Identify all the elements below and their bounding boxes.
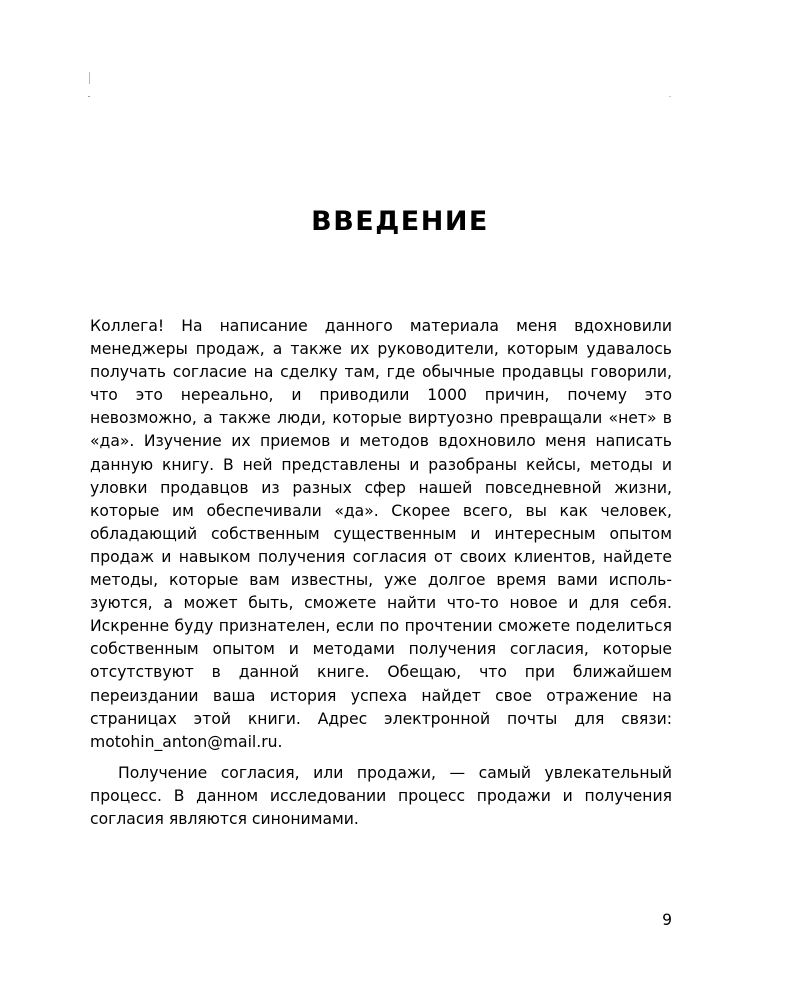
crop-mark-left xyxy=(89,72,90,84)
crop-dot-right xyxy=(669,96,671,97)
intro-paragraph: Коллега! На написание данного материала меня вдохновили менеджеры продаж, а также их руководители, которым удавалось получать согласие на сделку там, где обычные продавцы говорили, что это нереально, и приводили 1000 причин, почему это невозможно, а также люди, которые виртуозно превращали «нет» в «да». Изучение их приемов и методов вдохновило меня написать данную книгу. В ней представлены и разобраны кейсы, методы и уловки продавцов из разных сфер нашей повседневной жизни, которые им обеспечивали «да». Скорее всего, вы как человек, обладающий собственным существенным и интересным опытом продаж и навыком получения согласия от своих клиентов, найдете методы, которые вам известны, уже долгое время вами используются, а может быть, сможете найти что-то новое и для себя. Искренне буду признателен, если по прочтении сможете поделиться собственным опытом и методами получения согласия, которые отсутствуют в данной книге. Обещаю, что при ближайшем переиздании ваша история успеха найдет свое отражение на страницах этой книги. Адрес электронной почты для связи: motohin_anton@​mail.ru. xyxy=(90,317,672,751)
crop-dot-left xyxy=(88,96,90,97)
body-text xyxy=(90,315,672,831)
chapter-title: ВВЕДЕНИЕ xyxy=(311,206,489,237)
definition-paragraph: Получение согласия, или продажи, — самый увлекательный процесс. В данном исследовании процесс продажи и получения согласия являются синонимами. xyxy=(90,763,672,828)
page-number: 9 xyxy=(662,911,672,929)
